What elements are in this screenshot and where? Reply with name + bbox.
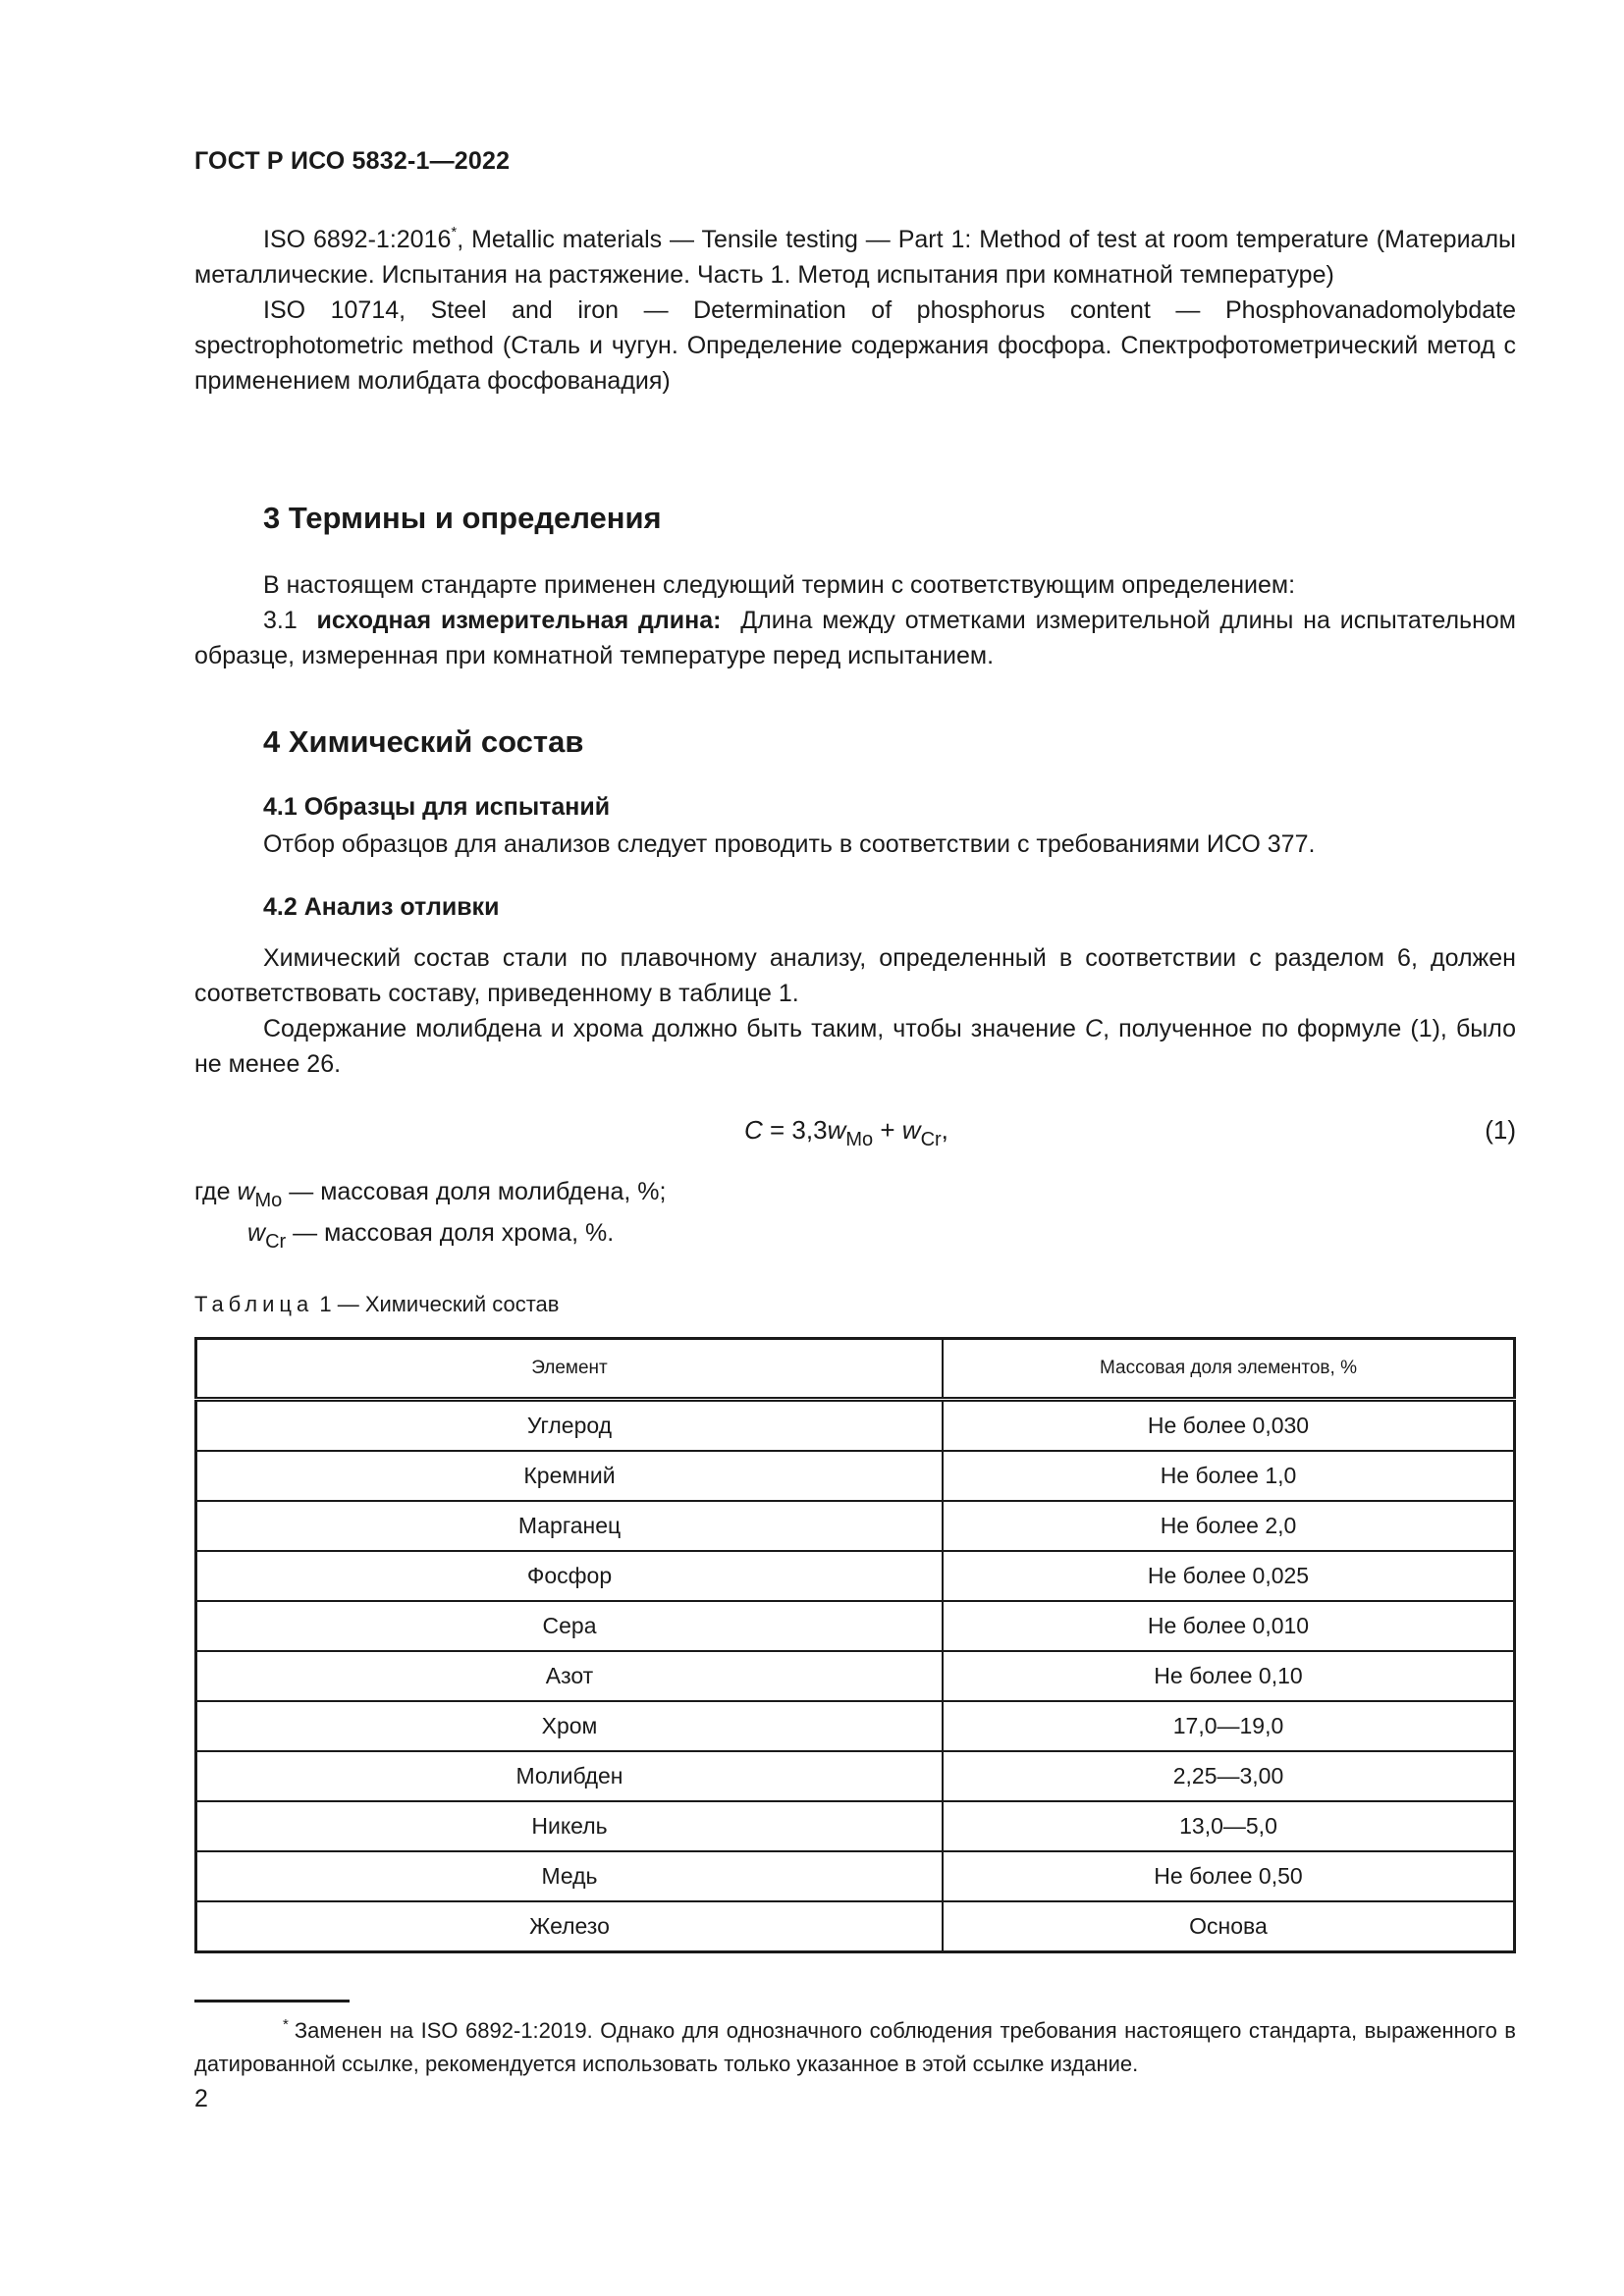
section-4-1-body: [194, 827, 1516, 862]
section-4-2-body: [194, 940, 1516, 1082]
value-cell: Не более 0,50: [943, 1851, 1515, 1901]
footnote: [194, 2008, 1516, 2081]
table-row: [196, 1551, 1515, 1601]
where-var: w: [237, 1178, 255, 1205]
value-cell: Не более 2,0: [943, 1501, 1515, 1551]
paragraph-text: , полученное по формуле (1), было не менее 26.: [194, 1015, 1516, 1078]
table-header-row: [196, 1339, 1515, 1400]
where-sub: Mo: [254, 1190, 283, 1211]
where-line-2: [247, 1213, 614, 1261]
table-row: [196, 1601, 1515, 1651]
variable-c: C: [1085, 1015, 1104, 1042]
section-3-title: 3 Термины и определения: [263, 501, 662, 535]
element-cell: Углерод: [196, 1400, 944, 1452]
table-row: [196, 1400, 1515, 1452]
reference-item: [194, 222, 1516, 293]
reference-code: ISO 10714: [263, 296, 400, 324]
element-cell: Железо: [196, 1901, 944, 1952]
formula-plus: +: [873, 1115, 902, 1145]
element-cell: Фосфор: [196, 1551, 944, 1601]
where-sub: Cr: [265, 1231, 287, 1253]
header-mass-fraction: Массовая доля элементов, %: [943, 1339, 1515, 1400]
term-name: исходная измерительная длина:: [316, 607, 722, 634]
where-var: w: [247, 1219, 266, 1247]
formula-tail: ,: [941, 1115, 948, 1145]
value-cell: 2,25—3,00: [943, 1751, 1515, 1801]
where-prefix: где: [194, 1178, 238, 1205]
footnote-separator: [194, 2000, 350, 2002]
chemical-composition-table: [194, 1337, 1516, 1953]
header-element: Элемент: [196, 1339, 944, 1400]
value-cell: Не более 0,010: [943, 1601, 1515, 1651]
formula-eq: = 3,3: [762, 1115, 828, 1145]
element-cell: Медь: [196, 1851, 944, 1901]
section-4-1-title: 4.1 Образцы для испытаний: [263, 793, 611, 821]
section-4-1-text: Отбор образцов для анализов следует проводить в соответствии с требованиями ИСО 377.: [263, 830, 1316, 858]
term-number: 3.1: [263, 607, 298, 634]
element-cell: Кремний: [196, 1451, 944, 1501]
element-cell: Хром: [196, 1701, 944, 1751]
where-text: — массовая доля молибдена, %;: [282, 1178, 667, 1205]
element-cell: Молибден: [196, 1751, 944, 1801]
element-cell: Никель: [196, 1801, 944, 1851]
value-cell: Не более 0,030: [943, 1400, 1515, 1452]
reference-code: ISO 6892-1:2016: [263, 226, 452, 253]
document-header: ГОСТ Р ИСО 5832-1—2022: [194, 147, 511, 175]
formula-sub-mo: Mo: [845, 1129, 874, 1150]
footnote-text: Заменен на ISO 6892-1:2019. Однако для однозначного соблюдения требования настоящего стандарта, выраженного в датированной ссылке, рекомендуется использовать только указанное в этой ссылке издание.: [194, 2018, 1516, 2076]
normative-references: [194, 222, 1516, 399]
table-row: [196, 1501, 1515, 1551]
section-3-intro: В настоящем стандарте применен следующий термин с соответствующим определением:: [263, 571, 1296, 599]
section-3-body: [194, 567, 1516, 673]
element-cell: Сера: [196, 1601, 944, 1651]
table-caption-text: 1 — Химический состав: [313, 1292, 560, 1316]
section-4-title: 4 Химический состав: [263, 724, 584, 759]
formula-sub-cr: Cr: [920, 1129, 942, 1150]
table-row: [196, 1651, 1515, 1701]
formula-w-mo: w: [827, 1115, 846, 1145]
reference-text: , Metallic materials — Tensile testing — Part 1: Method of test at room temperature (Материалы металлические. Испытания на растяжение. Часть 1. Метод испытания при комнатной температуре): [194, 226, 1516, 289]
formula-1: [744, 1115, 948, 1151]
table-row: [196, 1751, 1515, 1801]
value-cell: Не более 0,10: [943, 1651, 1515, 1701]
section-4-2-title: 4.2 Анализ отливки: [263, 893, 500, 921]
reference-text: , Steel and iron — Determination of phosphorus content — Phosphovanadomolybdate spectrophotometric method (Сталь и чугун. Определение содержания фосфора. Спектрофотометрический метод с применением молибдата фосфованадия): [194, 296, 1516, 395]
section-4-2-paragraph: Химический состав стали по плавочному анализу, определенный в соответствии с разделом 6, должен соответствовать составу, приведенному в таблице 1.: [194, 944, 1516, 1007]
footnote-mark: *: [451, 223, 458, 240]
reference-item: [194, 293, 1516, 399]
formula-lhs: C: [744, 1115, 763, 1145]
table-caption: [194, 1292, 559, 1317]
footnote-mark: *: [283, 2016, 289, 2033]
table-row: [196, 1701, 1515, 1751]
table-row: [196, 1801, 1515, 1851]
page-number: 2: [194, 2085, 208, 2112]
value-cell: Не более 1,0: [943, 1451, 1515, 1501]
table-row: [196, 1901, 1515, 1952]
term-definition-text: Длина между отметками измерительной длины на испытательном образце, измеренная при комнатной температуре перед испытанием.: [194, 607, 1516, 669]
formula-w-cr: w: [901, 1115, 921, 1145]
paragraph-text: Содержание молибдена и хрома должно быть таким, чтобы значение: [263, 1015, 1086, 1042]
formula-number: (1): [1485, 1115, 1516, 1145]
section-4-2-paragraph: [194, 1011, 1516, 1082]
table-caption-label: Таблица: [194, 1292, 314, 1316]
where-text: — массовая доля хрома, %.: [286, 1219, 615, 1247]
value-cell: Не более 0,025: [943, 1551, 1515, 1601]
table-row: [196, 1451, 1515, 1501]
element-cell: Азот: [196, 1651, 944, 1701]
value-cell: 13,0—5,0: [943, 1801, 1515, 1851]
value-cell: 17,0—19,0: [943, 1701, 1515, 1751]
value-cell: Основа: [943, 1901, 1515, 1952]
element-cell: Марганец: [196, 1501, 944, 1551]
table-row: [196, 1851, 1515, 1901]
term-definition: [194, 603, 1516, 673]
